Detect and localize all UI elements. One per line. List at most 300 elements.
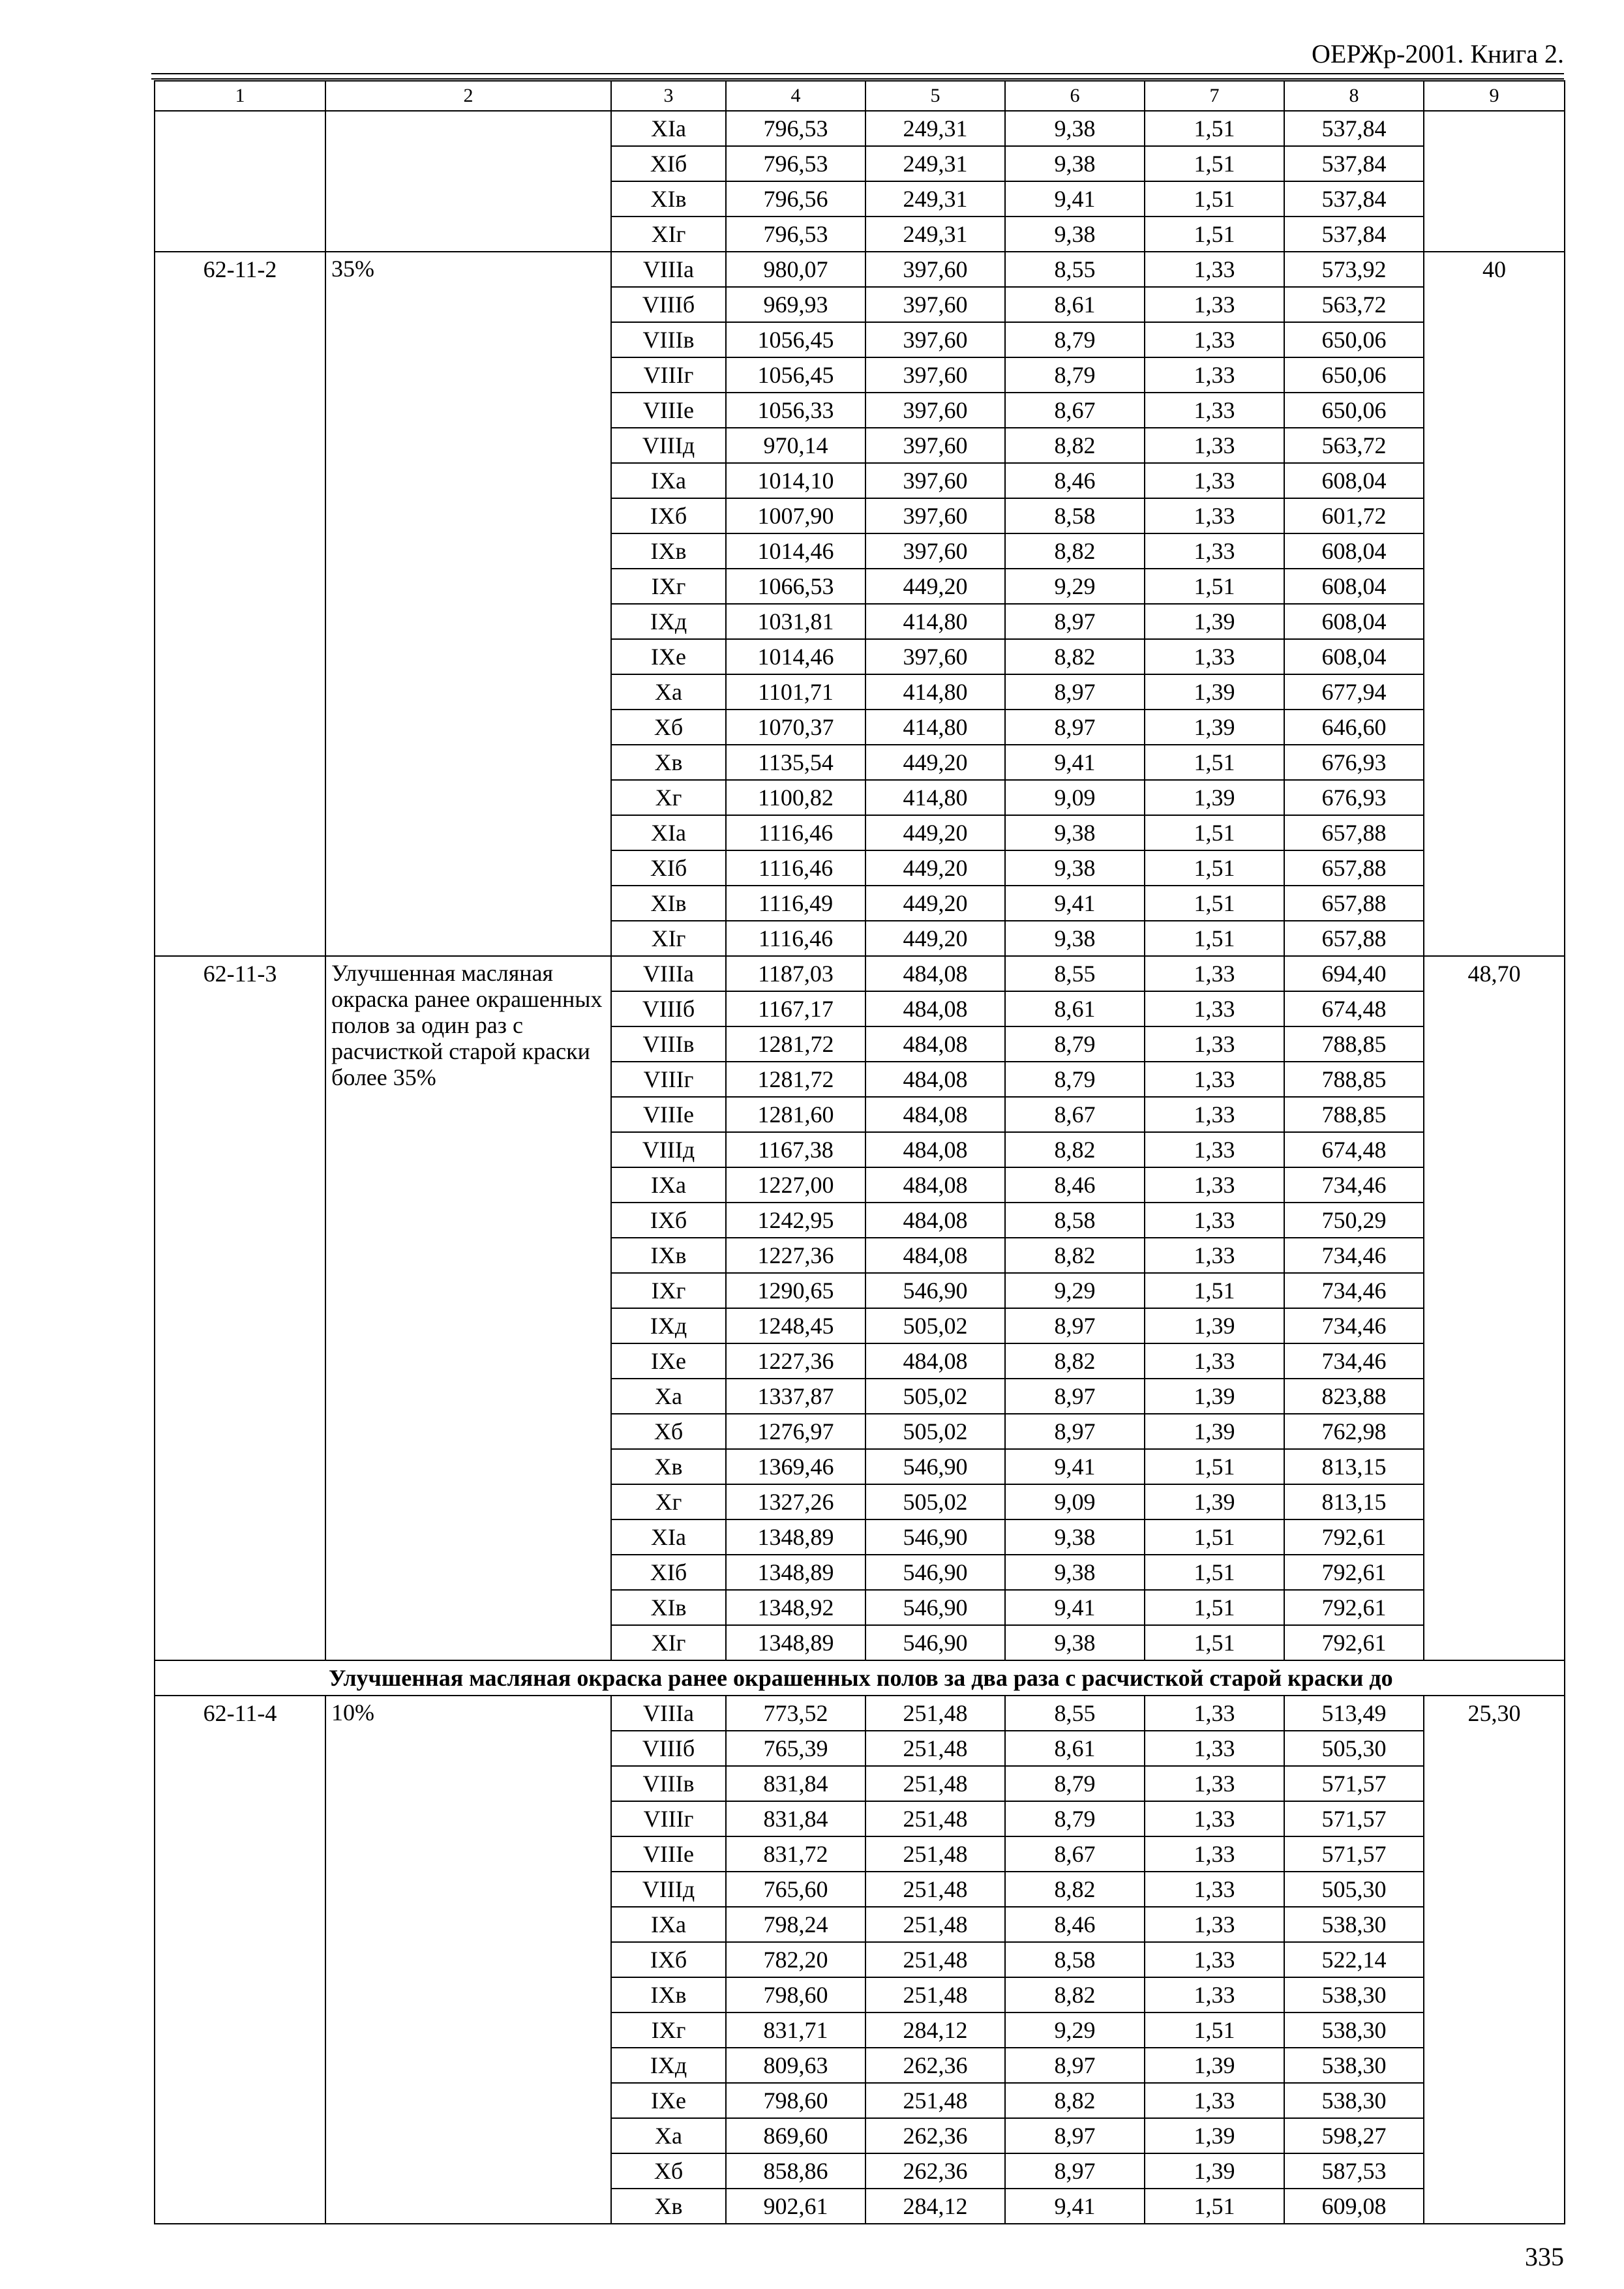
- table-cell: 598,27: [1284, 2118, 1424, 2153]
- table-cell: 8,97: [1005, 2048, 1145, 2083]
- table-cell: 1,33: [1145, 1062, 1284, 1097]
- table-cell: 8,82: [1005, 1872, 1145, 1907]
- table-cell: 8,55: [1005, 956, 1145, 991]
- table-cell: 788,85: [1284, 1026, 1424, 1062]
- table-cell: 1014,46: [726, 639, 865, 674]
- column-number: 3: [611, 81, 726, 111]
- table-cell: 484,08: [865, 1238, 1005, 1273]
- table-cell: 1,33: [1145, 1907, 1284, 1942]
- table-cell: Xa: [611, 2118, 726, 2153]
- table-cell: 1248,45: [726, 1308, 865, 1343]
- column-number: 1: [155, 81, 325, 111]
- table-cell: 792,61: [1284, 1590, 1424, 1625]
- table-cell: 1,51: [1145, 1555, 1284, 1590]
- table-cell: 1,51: [1145, 850, 1284, 886]
- table-cell: 484,08: [865, 1062, 1005, 1097]
- table-cell: 249,31: [865, 217, 1005, 252]
- table-cell: 762,98: [1284, 1414, 1424, 1449]
- column-number: 6: [1005, 81, 1145, 111]
- table-cell: 397,60: [865, 393, 1005, 428]
- table-cell: 537,84: [1284, 181, 1424, 217]
- table-cell: 284,12: [865, 2012, 1005, 2048]
- table-cell: 1007,90: [726, 498, 865, 533]
- table-cell: 1,33: [1145, 1942, 1284, 1977]
- table-cell: 796,53: [726, 146, 865, 181]
- table-cell: 1,33: [1145, 287, 1284, 322]
- table-cell: IXa: [611, 1907, 726, 1942]
- work-description-cell: [325, 111, 611, 252]
- table-cell: 902,61: [726, 2189, 865, 2224]
- table-cell: XIб: [611, 146, 726, 181]
- table-cell: 734,46: [1284, 1308, 1424, 1343]
- table-cell: 676,93: [1284, 745, 1424, 780]
- table-cell: 505,02: [865, 1379, 1005, 1414]
- table-cell: 1,51: [1145, 569, 1284, 604]
- table-cell: 792,61: [1284, 1519, 1424, 1555]
- table-cell: 571,57: [1284, 1801, 1424, 1836]
- table-cell: 397,60: [865, 428, 1005, 463]
- table-cell: 1070,37: [726, 710, 865, 745]
- table-cell: 1,51: [1145, 146, 1284, 181]
- table-cell: 8,61: [1005, 991, 1145, 1026]
- table-cell: 1,39: [1145, 710, 1284, 745]
- table-cell: 657,88: [1284, 815, 1424, 850]
- table-cell: 538,30: [1284, 2083, 1424, 2118]
- table-cell: 1,33: [1145, 1766, 1284, 1801]
- table-cell: 8,97: [1005, 2118, 1145, 2153]
- table-cell: 809,63: [726, 2048, 865, 2083]
- table-cell: 650,06: [1284, 357, 1424, 393]
- table-cell: 9,09: [1005, 780, 1145, 815]
- table-cell: 546,90: [865, 1590, 1005, 1625]
- table-cell: 8,67: [1005, 393, 1145, 428]
- table-cell: 601,72: [1284, 498, 1424, 533]
- table-cell: 765,39: [726, 1731, 865, 1766]
- table-cell: 251,48: [865, 1731, 1005, 1766]
- table-cell: 484,08: [865, 1203, 1005, 1238]
- table-cell: 969,93: [726, 287, 865, 322]
- rate-code-cell: 62-11-3: [155, 956, 325, 1660]
- table-cell: 1,33: [1145, 991, 1284, 1026]
- table-cell: 798,60: [726, 2083, 865, 2118]
- table-cell: 1337,87: [726, 1379, 865, 1414]
- table-cell: 484,08: [865, 1132, 1005, 1167]
- table-cell: 646,60: [1284, 710, 1424, 745]
- table-cell: 1,33: [1145, 1977, 1284, 2012]
- table-cell: 8,82: [1005, 533, 1145, 569]
- table-cell: 9,09: [1005, 1484, 1145, 1519]
- table-cell: 546,90: [865, 1625, 1005, 1660]
- table-cell: IXд: [611, 2048, 726, 2083]
- table-cell: 8,82: [1005, 1977, 1145, 2012]
- table-cell: 8,61: [1005, 1731, 1145, 1766]
- table-cell: Xв: [611, 745, 726, 780]
- table-cell: 1116,46: [726, 921, 865, 956]
- table-cell: VIIIг: [611, 357, 726, 393]
- table-cell: 657,88: [1284, 886, 1424, 921]
- table-cell: VIIIe: [611, 1097, 726, 1132]
- table-cell: 1276,97: [726, 1414, 865, 1449]
- table-cell: 1100,82: [726, 780, 865, 815]
- table-cell: 1,33: [1145, 1097, 1284, 1132]
- table-cell: 8,82: [1005, 639, 1145, 674]
- table-cell: VIIIд: [611, 428, 726, 463]
- table-cell: 796,53: [726, 111, 865, 146]
- table-cell: 1348,89: [726, 1625, 865, 1660]
- table-cell: 9,38: [1005, 921, 1145, 956]
- table-cell: 284,12: [865, 2189, 1005, 2224]
- table-cell: 8,67: [1005, 1836, 1145, 1872]
- table-cell: XIг: [611, 921, 726, 956]
- table-cell: 571,57: [1284, 1766, 1424, 1801]
- table-cell: 813,15: [1284, 1484, 1424, 1519]
- table-cell: 1,51: [1145, 1590, 1284, 1625]
- table-cell: 1,33: [1145, 956, 1284, 991]
- table-cell: 251,48: [865, 2083, 1005, 2118]
- table-cell: 546,90: [865, 1519, 1005, 1555]
- table-cell: 1,33: [1145, 1872, 1284, 1907]
- table-cell: 980,07: [726, 252, 865, 287]
- table-cell: 8,97: [1005, 1379, 1145, 1414]
- table-cell: IXa: [611, 463, 726, 498]
- table-row: [155, 111, 1565, 146]
- work-description-cell: Улучшенная масляная окраска ранее окрашенных полов за один раз с расчисткой старой краски более 35%: [325, 956, 611, 1660]
- table-cell: 8,97: [1005, 604, 1145, 639]
- table-cell: 674,48: [1284, 1132, 1424, 1167]
- table-cell: 537,84: [1284, 111, 1424, 146]
- table-cell: 8,55: [1005, 1696, 1145, 1731]
- table-cell: 1,51: [1145, 217, 1284, 252]
- table-cell: 1242,95: [726, 1203, 865, 1238]
- table-cell: XIa: [611, 111, 726, 146]
- table-cell: 657,88: [1284, 850, 1424, 886]
- column-9-cell: 25,30: [1424, 1696, 1565, 2224]
- table-cell: 8,97: [1005, 1308, 1145, 1343]
- table-cell: 1281,60: [726, 1097, 865, 1132]
- table-cell: IXe: [611, 639, 726, 674]
- table-cell: 8,58: [1005, 1942, 1145, 1977]
- table-cell: 449,20: [865, 850, 1005, 886]
- column-9-cell: [1424, 111, 1565, 252]
- table-cell: IXд: [611, 1308, 726, 1343]
- table-cell: 608,04: [1284, 604, 1424, 639]
- table-cell: VIIIб: [611, 287, 726, 322]
- table-cell: 1,33: [1145, 533, 1284, 569]
- table-cell: 1056,45: [726, 357, 865, 393]
- table-cell: 1116,46: [726, 815, 865, 850]
- table-cell: 1167,17: [726, 991, 865, 1026]
- table-cell: VIIIв: [611, 1026, 726, 1062]
- table-cell: 262,36: [865, 2153, 1005, 2189]
- table-cell: 484,08: [865, 1097, 1005, 1132]
- table-cell: 538,30: [1284, 1907, 1424, 1942]
- table-cell: IXв: [611, 533, 726, 569]
- table-cell: 538,30: [1284, 2048, 1424, 2083]
- table-cell: 449,20: [865, 745, 1005, 780]
- table-cell: 1,33: [1145, 322, 1284, 357]
- table-cell: 505,02: [865, 1308, 1005, 1343]
- table-cell: 1,33: [1145, 1836, 1284, 1872]
- table-cell: 8,82: [1005, 2083, 1145, 2118]
- column-number: 7: [1145, 81, 1284, 111]
- table-cell: 1135,54: [726, 745, 865, 780]
- table-cell: VIIIд: [611, 1132, 726, 1167]
- table-cell: 1,33: [1145, 1801, 1284, 1836]
- table-cell: 1,33: [1145, 428, 1284, 463]
- table-row: [155, 956, 1565, 991]
- table-cell: 1,51: [1145, 921, 1284, 956]
- column-9-cell: 40: [1424, 252, 1565, 956]
- table-cell: 1,51: [1145, 745, 1284, 780]
- table-cell: 573,92: [1284, 252, 1424, 287]
- table-cell: VIIIб: [611, 1731, 726, 1766]
- table-cell: 1,33: [1145, 1132, 1284, 1167]
- table-cell: 546,90: [865, 1449, 1005, 1484]
- table-cell: 9,38: [1005, 217, 1145, 252]
- table-cell: 734,46: [1284, 1343, 1424, 1379]
- table-cell: 8,97: [1005, 1414, 1145, 1449]
- table-cell: 546,90: [865, 1555, 1005, 1590]
- table-cell: 9,41: [1005, 745, 1145, 780]
- table-cell: 397,60: [865, 533, 1005, 569]
- table-cell: 587,53: [1284, 2153, 1424, 2189]
- table-cell: 1116,49: [726, 886, 865, 921]
- table-cell: 449,20: [865, 569, 1005, 604]
- table-cell: 8,58: [1005, 498, 1145, 533]
- table-cell: 414,80: [865, 674, 1005, 710]
- table-cell: 773,52: [726, 1696, 865, 1731]
- table-cell: 788,85: [1284, 1097, 1424, 1132]
- table-cell: 1167,38: [726, 1132, 865, 1167]
- table-cell: 796,53: [726, 217, 865, 252]
- table-cell: 1,33: [1145, 1731, 1284, 1766]
- column-number: 5: [865, 81, 1005, 111]
- column-number: 2: [325, 81, 611, 111]
- table-cell: 9,41: [1005, 1590, 1145, 1625]
- table-cell: 1281,72: [726, 1026, 865, 1062]
- table-cell: 782,20: [726, 1942, 865, 1977]
- table-cell: 9,41: [1005, 181, 1145, 217]
- table-cell: 1116,46: [726, 850, 865, 886]
- table-cell: 1,39: [1145, 604, 1284, 639]
- table-cell: Xa: [611, 1379, 726, 1414]
- table-cell: IXa: [611, 1167, 726, 1203]
- table-cell: 9,41: [1005, 886, 1145, 921]
- table-cell: 674,48: [1284, 991, 1424, 1026]
- table-cell: XIв: [611, 181, 726, 217]
- column-number: 4: [726, 81, 865, 111]
- table-cell: VIIIд: [611, 1872, 726, 1907]
- table-cell: 831,72: [726, 1836, 865, 1872]
- rate-code-cell: [155, 111, 325, 252]
- table-cell: IXб: [611, 1942, 726, 1977]
- table-cell: 251,48: [865, 1801, 1005, 1836]
- table-cell: 788,85: [1284, 1062, 1424, 1097]
- table-cell: 563,72: [1284, 428, 1424, 463]
- table-cell: VIIIб: [611, 991, 726, 1026]
- table-cell: 1,33: [1145, 463, 1284, 498]
- table-cell: 538,30: [1284, 2012, 1424, 2048]
- table-cell: 397,60: [865, 463, 1005, 498]
- table-cell: 9,41: [1005, 2189, 1145, 2224]
- table-cell: 831,84: [726, 1801, 865, 1836]
- table-cell: 1,39: [1145, 780, 1284, 815]
- table-cell: 571,57: [1284, 1836, 1424, 1872]
- table-cell: XIг: [611, 217, 726, 252]
- table-cell: 449,20: [865, 815, 1005, 850]
- table-cell: VIIIв: [611, 1766, 726, 1801]
- table-cell: 1066,53: [726, 569, 865, 604]
- table-cell: 609,08: [1284, 2189, 1424, 2224]
- table-cell: 608,04: [1284, 463, 1424, 498]
- table-cell: 484,08: [865, 991, 1005, 1026]
- table-cell: Xв: [611, 2189, 726, 2224]
- table-cell: 1,33: [1145, 357, 1284, 393]
- table-cell: 657,88: [1284, 921, 1424, 956]
- table-cell: 8,79: [1005, 1062, 1145, 1097]
- table-cell: 8,46: [1005, 463, 1145, 498]
- table-cell: 9,38: [1005, 1519, 1145, 1555]
- work-description-cell: 10%: [325, 1696, 611, 2224]
- table-cell: 1056,33: [726, 393, 865, 428]
- table-cell: 1227,36: [726, 1343, 865, 1379]
- table-cell: 869,60: [726, 2118, 865, 2153]
- table-cell: IXб: [611, 1203, 726, 1238]
- table-cell: 9,38: [1005, 146, 1145, 181]
- table-cell: 650,06: [1284, 393, 1424, 428]
- table-cell: VIIIг: [611, 1801, 726, 1836]
- table-cell: 1,33: [1145, 393, 1284, 428]
- table-cell: 813,15: [1284, 1449, 1424, 1484]
- table-cell: 484,08: [865, 1167, 1005, 1203]
- table-cell: 1348,89: [726, 1555, 865, 1590]
- table-cell: 8,79: [1005, 322, 1145, 357]
- table-cell: 792,61: [1284, 1555, 1424, 1590]
- table-cell: 1,51: [1145, 2012, 1284, 2048]
- table-cell: IXб: [611, 498, 726, 533]
- table-cell: 9,38: [1005, 850, 1145, 886]
- table-cell: 1,33: [1145, 1238, 1284, 1273]
- table-cell: 8,79: [1005, 357, 1145, 393]
- table-cell: 9,29: [1005, 1273, 1145, 1308]
- table-cell: 251,48: [865, 1872, 1005, 1907]
- table-cell: Xб: [611, 1414, 726, 1449]
- table-cell: 1014,10: [726, 463, 865, 498]
- table-cell: XIa: [611, 1519, 726, 1555]
- table-cell: VIIIe: [611, 1836, 726, 1872]
- table-cell: 650,06: [1284, 322, 1424, 357]
- table-cell: 1056,45: [726, 322, 865, 357]
- table-cell: 397,60: [865, 287, 1005, 322]
- table-cell: 1290,65: [726, 1273, 865, 1308]
- table-cell: 8,82: [1005, 428, 1145, 463]
- table-cell: 9,41: [1005, 1449, 1145, 1484]
- table-cell: 8,82: [1005, 1343, 1145, 1379]
- table-cell: VIIIa: [611, 956, 726, 991]
- table-cell: 608,04: [1284, 639, 1424, 674]
- table-cell: 831,84: [726, 1766, 865, 1801]
- table-cell: 262,36: [865, 2048, 1005, 2083]
- work-description-cell: 35%: [325, 252, 611, 956]
- table-cell: 8,46: [1005, 1907, 1145, 1942]
- table-cell: 9,29: [1005, 2012, 1145, 2048]
- table-cell: 537,84: [1284, 217, 1424, 252]
- table-cell: XIв: [611, 1590, 726, 1625]
- table-cell: 9,38: [1005, 1625, 1145, 1660]
- section-heading-row: [155, 1660, 1565, 1696]
- table-cell: 1,33: [1145, 2083, 1284, 2118]
- column-9-cell: 48,70: [1424, 956, 1565, 1660]
- table-cell: 1,51: [1145, 1449, 1284, 1484]
- table-cell: 414,80: [865, 604, 1005, 639]
- table-cell: Xб: [611, 710, 726, 745]
- table-cell: 765,60: [726, 1872, 865, 1907]
- column-number-row: [155, 81, 1565, 111]
- table-cell: 513,49: [1284, 1696, 1424, 1731]
- table-cell: 249,31: [865, 111, 1005, 146]
- table-cell: 546,90: [865, 1273, 1005, 1308]
- table-cell: 1,39: [1145, 674, 1284, 710]
- table-cell: 1227,00: [726, 1167, 865, 1203]
- table-cell: 1,39: [1145, 1308, 1284, 1343]
- page-number: 335: [1525, 2242, 1564, 2271]
- table-cell: 1,39: [1145, 2118, 1284, 2153]
- table-cell: 1,51: [1145, 815, 1284, 850]
- rates-table: [154, 80, 1565, 2224]
- table-cell: 8,61: [1005, 287, 1145, 322]
- table-cell: 1,51: [1145, 181, 1284, 217]
- table-cell: IXв: [611, 1238, 726, 1273]
- table-cell: 8,58: [1005, 1203, 1145, 1238]
- table-cell: 8,46: [1005, 1167, 1145, 1203]
- table-cell: 484,08: [865, 956, 1005, 991]
- table-cell: 1031,81: [726, 604, 865, 639]
- table-cell: 1,39: [1145, 1414, 1284, 1449]
- table-cell: 1,39: [1145, 2048, 1284, 2083]
- table-cell: 537,84: [1284, 146, 1424, 181]
- section-heading: Улучшенная масляная окраска ранее окрашенных полов за два раза с расчисткой старой краски до: [155, 1660, 1565, 1696]
- table-cell: XIб: [611, 1555, 726, 1590]
- table-cell: IXг: [611, 1273, 726, 1308]
- table-cell: 449,20: [865, 886, 1005, 921]
- table-cell: 249,31: [865, 181, 1005, 217]
- table-cell: 677,94: [1284, 674, 1424, 710]
- table-cell: 823,88: [1284, 1379, 1424, 1414]
- table-cell: 249,31: [865, 146, 1005, 181]
- table-cell: 9,29: [1005, 569, 1145, 604]
- table-cell: 1187,03: [726, 956, 865, 991]
- table-cell: 1,51: [1145, 886, 1284, 921]
- table-body: [155, 81, 1565, 2224]
- table-cell: 9,38: [1005, 815, 1145, 850]
- table-cell: 1,33: [1145, 252, 1284, 287]
- table-cell: 1,39: [1145, 1484, 1284, 1519]
- table-cell: 1,51: [1145, 1273, 1284, 1308]
- table-cell: 1,33: [1145, 498, 1284, 533]
- table-cell: 397,60: [865, 252, 1005, 287]
- table-cell: 8,79: [1005, 1766, 1145, 1801]
- table-cell: 484,08: [865, 1343, 1005, 1379]
- table-cell: 1,51: [1145, 1625, 1284, 1660]
- table-cell: 251,48: [865, 1766, 1005, 1801]
- table-cell: 505,30: [1284, 1731, 1424, 1766]
- table-cell: VIIIa: [611, 252, 726, 287]
- table-cell: IXг: [611, 569, 726, 604]
- table-cell: 608,04: [1284, 569, 1424, 604]
- table-cell: 522,14: [1284, 1942, 1424, 1977]
- table-cell: 1,33: [1145, 1167, 1284, 1203]
- table-cell: 1,33: [1145, 1203, 1284, 1238]
